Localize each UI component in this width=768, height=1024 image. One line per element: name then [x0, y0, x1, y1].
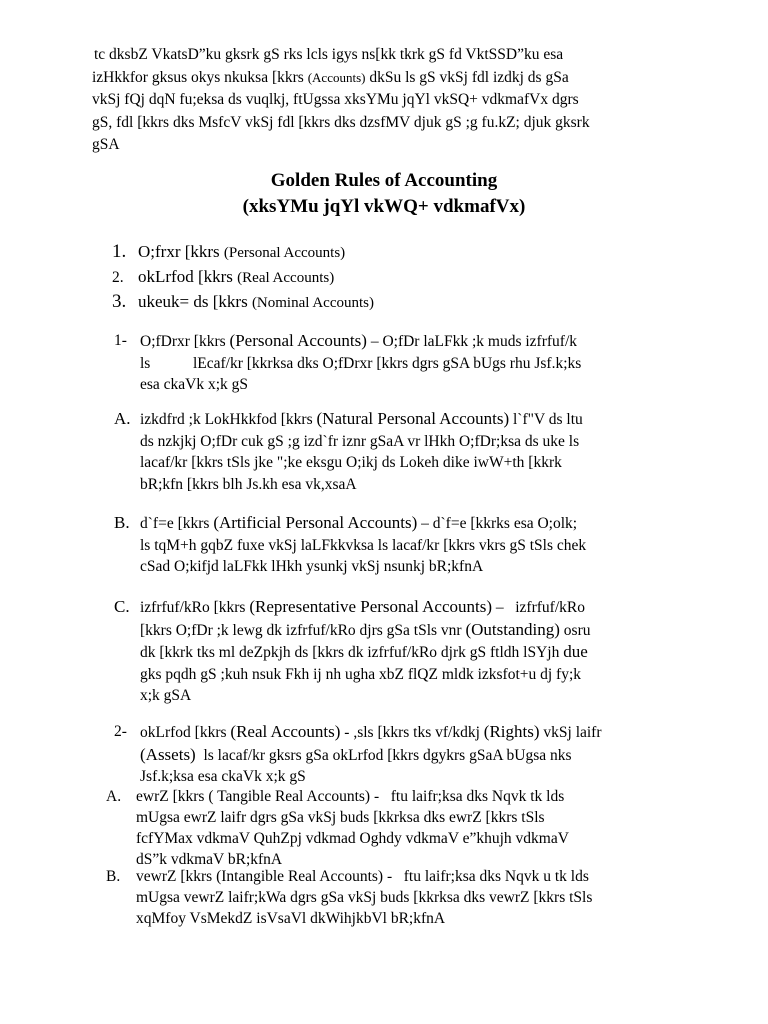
- intro-line: gS, fdl [kkrs dks MsfcV vkSj fdl [kkrs dks dzsfMV djuk gS ;g fu.kZ; djuk gksrk: [92, 113, 590, 131]
- rule-item: [112, 290, 374, 315]
- accounts-note: (Accounts): [307, 69, 366, 85]
- rule-english: (Real Accounts): [237, 270, 335, 286]
- intro-line: izHkkfor gksus okys nkuksa [kkrs (Accounts) dkSu ls gS vkSj fdl izdkj ds gSa: [92, 68, 569, 86]
- rule-english: (Personal Accounts): [223, 245, 346, 261]
- section-personal-accounts: 1- O;fDrxr [kkrs (Personal Accounts) – O;fDr laLFkk ;k muds izfrfuf/k ls lEcaf/kr [kkrksa dks O;fDrxr [kkrs dgrs gSA bUgs rhu Jsf.k;ks esa ckaVk x;k gS: [114, 331, 582, 393]
- section-real-accounts: 2- okLrfod [kkrs (Real Accounts) - ,sls [kkrs tks vf/kdkj (Rights) vkSj laifr (Assets) ls lacaf/kr gksrs gSa okLrfod [kkrs dgykrs gSaA bUgsa nks Jsf.k;ksa esa ckaVk x;k gS: [114, 722, 602, 785]
- section-label: A.: [114, 409, 131, 428]
- rule-number: 2.: [112, 269, 124, 286]
- intro-paragraph: [92, 44, 692, 157]
- section-label: 2-: [114, 723, 127, 740]
- rules-list: [112, 240, 374, 315]
- intro-line: vkSj fQj dqN fu;eksa ds vuqlkj, ftUgssa xksYMu jqYl vkSQ+ vdkmafVx dgrs: [92, 91, 579, 108]
- section-label: A.: [106, 788, 122, 805]
- rule-hindi: O;frxr [kkrs: [138, 242, 220, 261]
- section-label: B.: [114, 513, 130, 532]
- section-representative-personal: C. izfrfuf/kRo [kkrs (Representative Personal Accounts) – izfrfuf/kRo [kkrs O;fDr ;k lewg dk izfrfuf/kRo djrs gSa tSls vnr (Outstanding) osru dk [kkrk tks ml deZpkjh ds [kkrs dk izfrfuf/kRo djrk gS ftldh lSYjh due gks pqdh gS ;kuh nsuk Fkh ij nh ugha xbZ flQZ mldk izksfot+u dj fy;k x;k gSA: [114, 597, 591, 704]
- intro-line: tc dksbZ VkatsD”ku gksrk gS rks lcls igys ns[kk tkrk gS fd VktSSD”ku esa: [94, 46, 564, 63]
- rule-hindi: ukeuk= ds [kkrs: [138, 292, 248, 311]
- rule-hindi: okLrfod [kkrs: [138, 267, 233, 286]
- rule-english: (Nominal Accounts): [251, 295, 374, 311]
- rule-number: 1.: [112, 241, 127, 262]
- rule-number: 3.: [112, 291, 127, 312]
- section-natural-personal: A. izkdfrd ;k LokHkkfod [kkrs (Natural Personal Accounts) l`f"V ds ltu ds nzkjkj O;fDr cuk gS ;g izd`fr iznr gSaA vr lHkh O;fDr;ksa ds uke ls lacaf/kr [kkrs tSls jke ";ke eksgu O;ikj ds Lokeh dike iwW+th [kkrk bR;kfn [kkrs blh Js.kh esa vk,xsaA: [114, 409, 583, 493]
- rule-item: [112, 265, 374, 290]
- intro-line: gSA: [92, 136, 120, 153]
- section-label: B.: [106, 868, 121, 885]
- page-subtitle: (xksYMu jqYl vkWQ+ vdkmafVx): [242, 196, 526, 217]
- rule-item: [112, 240, 374, 265]
- subsection-intangible-real: B. vewrZ [kkrs (Intangible Real Accounts) - ftu laifr;ksa dks Nqvk u tk lds mUgsa vewrZ laifr;kWa dgrs gSa vkSj buds [kkrksa dks vewrZ [kkrs tSls xqMfoy VsMekdZ isVsaVl dkWihjkbVl bR;kfnA: [106, 868, 593, 927]
- page-title: Golden Rules of Accounting: [270, 170, 498, 191]
- section-label: C.: [114, 597, 130, 616]
- subsection-tangible-real: A. ewrZ [kkrs ( Tangible Real Accounts) - ftu laifr;ksa dks Nqvk tk lds mUgsa ewrZ laifr dgrs gSa vkSj buds [kkrksa dks ewrZ [kkrs tSls fcfYMax vdkmaV QuhZpj vdkmad Oghdy vdkmaV e”khujh vdkmaV dS”k vdkmaV bR;kfnA: [106, 788, 569, 868]
- section-label: 1-: [114, 332, 127, 349]
- section-artificial-personal: B. d`f=e [kkrs (Artificial Personal Accounts) – d`f=e [kkrks esa O;olk; ls tqM+h gqbZ fuxe vkSj laLFkkvksa ls lacaf/kr [kkrs vkrs gS tSls chek cSad O;kifjd laLFkk lHkh ysunkj vkSj nsunkj bR;kfnA: [114, 513, 587, 575]
